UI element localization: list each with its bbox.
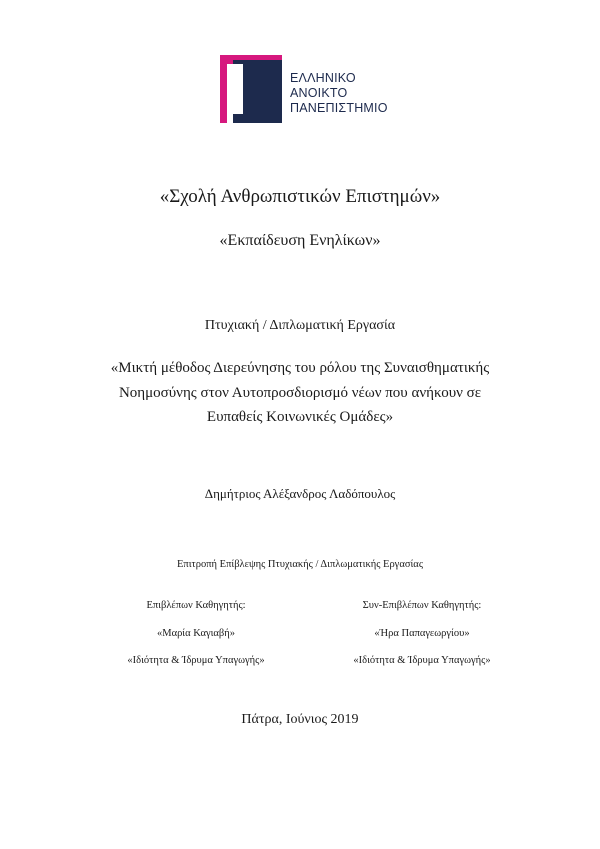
author-name: Δημήτριος Αλέξανδρος Λαδόπουλος xyxy=(204,486,396,501)
logo-line-2: ΑΝΟΙΚΤΟ xyxy=(290,86,348,100)
university-logo-text xyxy=(290,71,388,116)
thesis-type: Πτυχιακή / Διπλωματική Εργασία xyxy=(204,318,396,333)
supervisor-name: «Μαρία Καγιαβή» xyxy=(156,628,236,639)
committee-heading: Επιτροπή Επίβλεψης Πτυχιακής / Διπλωματικής Εργασίας xyxy=(177,559,423,570)
thesis-title xyxy=(0,356,600,430)
place-date: Πάτρα, Ιούνιος 2019 xyxy=(241,712,359,727)
thesis-title-line-1: «Μικτή μέθοδος Διερεύνησης του ρόλου της Συναισθηματικής xyxy=(110,360,490,376)
supervisor-label: Επιβλέπων Καθηγητής: xyxy=(146,600,246,611)
co-supervisor-label: Συν-Επιβλέπων Καθηγητής: xyxy=(362,600,482,611)
logo-line-3: ΠΑΝΕΠΙΣΤΗΜΙΟ xyxy=(290,101,388,115)
university-logo-icon xyxy=(220,55,282,123)
school-name: «Σχολή Ανθρωπιστικών Επιστημών» xyxy=(159,186,441,207)
thesis-title-line-2: Νοημοσύνης στον Αυτοπροσδιορισμό νέων που ανήκουν σε xyxy=(118,384,482,401)
program-name: «Εκπαίδευση Ενηλίκων» xyxy=(219,232,381,249)
logo-line-1: ΕΛΛΗΝΙΚΟ xyxy=(290,71,356,85)
thesis-title-line-3: Ευπαθείς Κοινωνικές Ομάδες» xyxy=(206,409,394,425)
university-logo xyxy=(220,55,410,125)
co-supervisor-affiliation: «Ιδιότητα & Ίδρυμα Υπαγωγής» xyxy=(353,655,491,666)
co-supervisor-name: «Ήρα Παπαγεωργίου» xyxy=(374,628,470,639)
supervisor-affiliation: «Ιδιότητα & Ίδρυμα Υπαγωγής» xyxy=(127,655,265,666)
